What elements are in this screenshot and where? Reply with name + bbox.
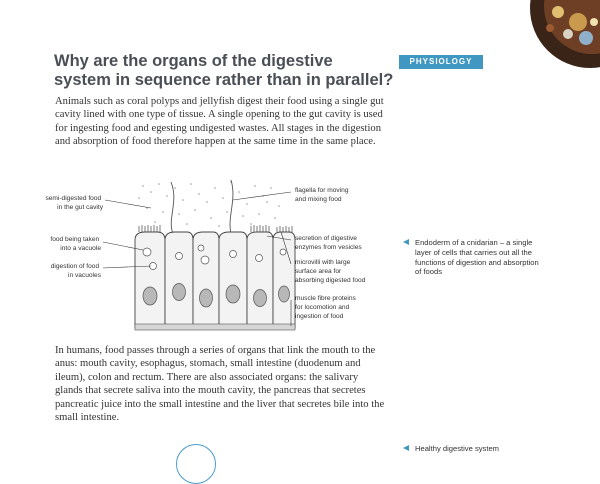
outro-paragraph: In humans, food passes through a series of organs that link the mouth to the anus: mouth cavity, esophagus, stomach, small intestine (duodenum and ileum), colon and rectum. There are also associated organs: the salivary glands that secrete saliva into the mouth cavity, the pancreas that secretes pancreatic juice into the small intestine and the liver that secretes bile into the small intestine. <box>55 345 385 424</box>
muscle-fibre <box>135 324 295 330</box>
label-vacuole: food being taken into a vacuole <box>50 236 101 252</box>
side-note-healthy-text: Healthy digestive system <box>415 444 499 453</box>
topic-badge: PHYSIOLOGY <box>399 55 483 69</box>
arrow-left-icon <box>403 445 409 451</box>
label-secretion: secretion of digestive enzymes from vesicles <box>295 235 362 251</box>
side-note-endoderm-text: Endoderm of a cnidarian – a single layer of cells that carries out all the functions of digestion and absorption of foods <box>415 238 539 277</box>
label-semi-digested: semi-digested food in the gut cavity <box>45 195 103 211</box>
endoderm-diagram <box>45 178 395 334</box>
label-microvilli: microvilli with large surface area for absorbing digested food <box>295 259 366 284</box>
food-particles <box>138 181 280 227</box>
microvilli <box>139 225 292 232</box>
page-heading: Why are the organs of the digestive system in sequence rather than in parallel? <box>54 52 394 89</box>
flagella <box>171 180 233 234</box>
label-flagella: flagella for moving and mixing food <box>295 187 349 203</box>
arrow-left-icon <box>403 239 409 245</box>
figure-circle <box>176 444 216 484</box>
label-muscle: muscle fibre proteins for locomotion and ingestion of food <box>295 295 356 320</box>
corner-photo <box>528 0 600 58</box>
label-digestion: digestion of food in vacuoles <box>50 263 101 279</box>
epithelial-cells <box>135 232 295 328</box>
intro-paragraph: Animals such as coral polyps and jellyfish digest their food using a single gut cavity lined with one type of tissue. A single opening to the gut cavity is used for ingesting food and egesting undigested wastes. All stages in the digestion and absorption of food therefore happen at the same time in the same place. <box>55 96 384 148</box>
